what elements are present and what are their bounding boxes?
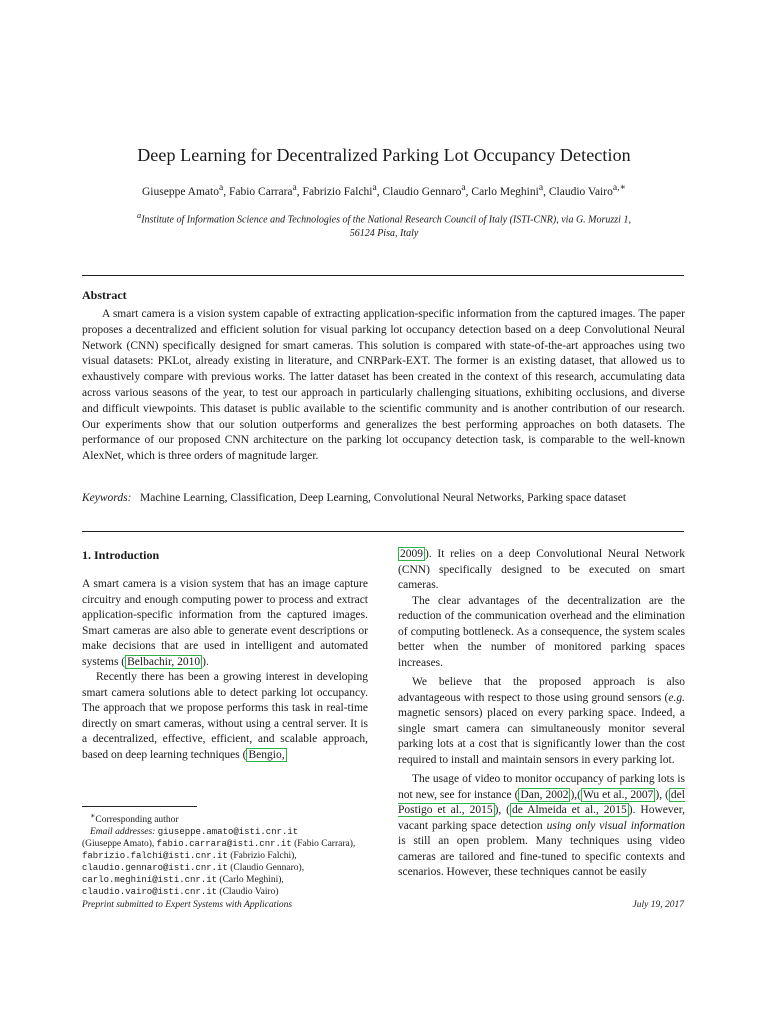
paragraph: The clear advantages of the decentralization are the reduction of the communication overhead and the elimination of computing bottleneck. As a consequence, the system scales better when the number of monitored parking spaces increases. <box>398 594 685 669</box>
footer-date: July 19, 2017 <box>632 900 684 910</box>
affiliation-line-2: 56124 Pisa, Italy <box>349 228 419 240</box>
author: Carlo Meghini$^a$ <box>471 182 544 198</box>
affiliation: $^a$Institute of Information Science and Technologies of the National Research Council of Italy (ISTI-CNR), via G. Moruzzi 1, 56124 Pisa, Italy <box>137 211 631 240</box>
keywords-rule <box>82 531 684 532</box>
citation-link[interactable]: 2009 <box>400 548 423 560</box>
footnote: ∗Corresponding author Email addresses: giuseppe.amato@isti.cnr.it (Giuseppe Amato), fabio.carrara@isti.cnr.it (Fabio Carrara), fabrizio.falchi@isti.cnr.it (Fabrizio Falchi), claudio.gennaro@isti.cnr.it (Claudio Gennaro), carlo.meghini@isti.cnr.it (Carlo Meghini), claudio.vairo@isti.cnr.it (Claudio Vairo) <box>82 811 356 898</box>
author: Giuseppe Amato$^a$ <box>141 182 224 198</box>
paragraph: A smart camera is a vision system that has an image capture circuitry and enough computing power to process and extract application-specific information from the captured images. Smart cameras are also able to generate event descriptions or make decisions that are used in intelligent and automated systems ( Belbachir, 2010 ). <box>82 578 368 668</box>
author: Claudio Vairo$^{a,∗}$ <box>548 182 626 198</box>
citation-link[interactable]: Dan, 2002 <box>520 788 569 801</box>
section-heading-introduction: 1. Introduction <box>82 548 160 562</box>
email-link[interactable]: claudio.gennaro@isti.cnr.it <box>82 863 228 874</box>
author: Claudio Gennaro$^a$ <box>382 182 466 198</box>
author: Fabio Carrara$^a$ <box>228 182 297 198</box>
paragraph: 2009 ). It relies on a deep Convolutional Neural Network (CNN) specifically designed to be executed on smart cameras. <box>398 548 685 591</box>
email-link[interactable]: claudio.vairo@isti.cnr.it <box>82 887 218 898</box>
citation-link[interactable]: Bengio, <box>248 748 285 761</box>
citation-link[interactable]: de Almeida et al., 2015 <box>512 804 627 816</box>
citation-link[interactable]: Wu et al., 2007 <box>583 788 654 801</box>
author-list: Giuseppe Amato$^a$, Fabio Carrara$^a$, Fabrizio Falchi$^a$, Claudio Gennaro$^a$, Carlo Meghini$^a$, Claudio Vairo$^{a,∗}$ <box>141 182 626 198</box>
email-link[interactable]: carlo.meghini@isti.cnr.it <box>82 875 218 886</box>
paragraph: We believe that the proposed approach is also advantageous with respect to those using ground sensors (e.g. magnetic sensors) placed on every parking space. Indeed, a single smart camera can simultaneously monitor several parking lots at a cost that is significantly lower than the cost required to install and maintain sensors in every parking lot. <box>398 676 685 766</box>
abstract-text: A smart camera is a vision system capable of extracting application-specific information from the captured images. The paper proposes a decentralized and efficient solution for visual parking lot occupancy detection based on a deep Convolutional Neural Network (CNN) specifically designed for smart cameras. This solution is compared with state-of-the-art approaches using two visual datasets: PKLot, already existing in literature, and CNRPark-EXT. The former is an existing dataset, that allowed us to exhaustively compare with previous works. The latter dataset has been created in the context of this research, accumulating data across various seasons of the year, to test our approach in particularly challenging situations, exhibiting occlusions, and diverse and difficult viewpoints. This dataset is public available to the scientific community and is another contribution of our research. Our experiments show that our solution outperforms and generalizes the best performing approaches on both datasets. The performance of our proposed CNN architecture on the parking lot occupancy detection task, is comparable to the well-known AlexNet, which is three orders of magnitude larger. <box>82 308 685 463</box>
email-link[interactable]: fabio.carrara@isti.cnr.it <box>156 839 292 850</box>
email-link[interactable]: giuseppe.amato@isti.cnr.it <box>157 827 299 838</box>
keywords-text: Machine Learning, Classification, Deep Learning, Convolutional Neural Networks, Parking space dataset <box>140 492 627 504</box>
footer-journal: Preprint submitted to Expert Systems with Applications <box>82 900 293 910</box>
left-column <box>82 577 368 763</box>
footnote-rule <box>82 806 197 807</box>
citation-link[interactable]: del Postigo et al., 2015 <box>398 788 685 816</box>
email-label: Email addresses: <box>90 827 156 838</box>
author: Fabrizio Falchi$^a$ <box>302 182 377 198</box>
keywords <box>82 490 685 507</box>
right-column <box>398 547 685 881</box>
email-link[interactable]: fabrizio.falchi@isti.cnr.it <box>82 851 228 862</box>
paper-title: Deep Learning for Decentralized Parking Lot Occupancy Detection <box>137 145 631 165</box>
affiliation-line-1: Institute of Information Science and Technologies of the National Research Council of Italy (ISTI-CNR), via G. Moruzzi 1, <box>141 214 631 226</box>
keywords-label: Keywords: <box>82 492 132 504</box>
citation-link[interactable]: Belbachir, 2010 <box>127 655 201 668</box>
top-rule <box>82 275 684 276</box>
abstract-heading: Abstract <box>82 288 127 302</box>
corresponding-author-note: Corresponding author <box>95 815 179 826</box>
paragraph: The usage of video to monitor occupancy of parking lots is not new, see for instance ( Dan, 2002 ),( Wu et al., 2007 ), ( del Postigo et al., 2015 ), ( de Almeida et al., 2015 ). However, vacant parking space detection using only visual information is still an open problem. Many techniques using video cameras are tailored and fine-tuned to specific contexts and scenarios. However, these techniques cannot be easily <box>398 773 685 878</box>
paragraph: Recently there has been a growing interest in developing smart camera solutions able to detect parking lot occupancy. The approach that we propose performs this task in real-time directly on smart cameras, without using a central server. It is a decentralized, effective, efficient, and scalable approach, based on deep learning techniques ( Bengio, <box>82 671 368 761</box>
